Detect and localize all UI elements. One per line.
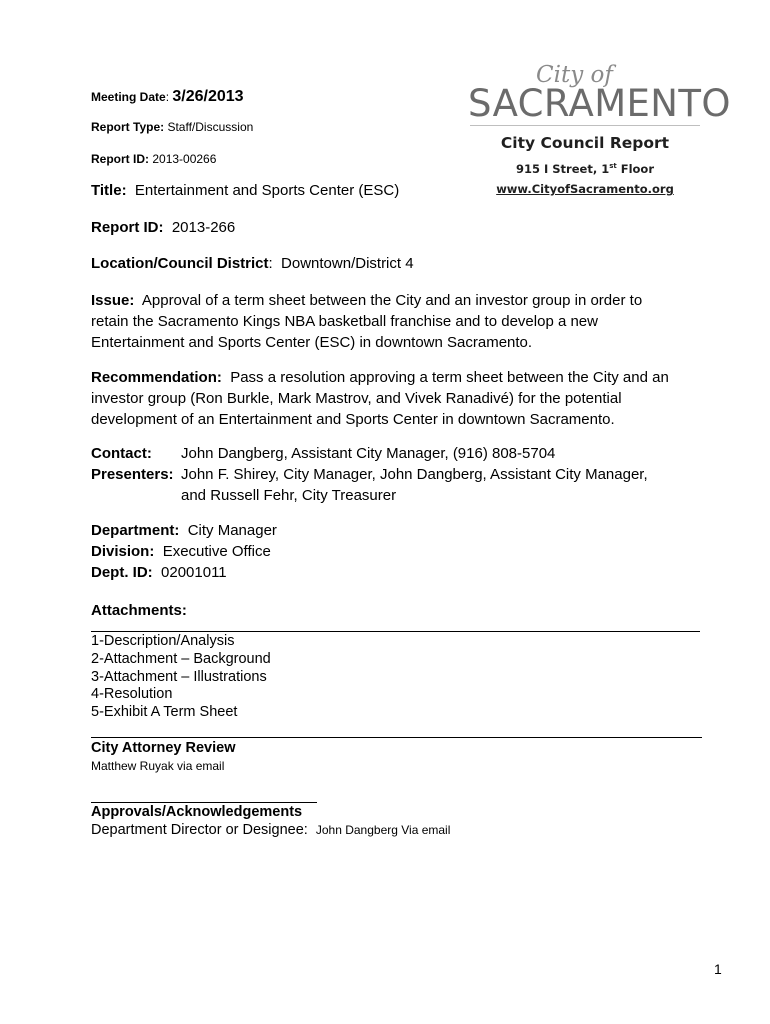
issue-label: Issue: [91, 292, 135, 309]
city-of-logo-text: City of [536, 62, 613, 88]
review-heading: City Attorney Review [91, 740, 236, 756]
page-number: 1 [714, 961, 722, 977]
report-heading: City Council Report [500, 134, 670, 152]
report-id-row [91, 152, 216, 166]
approvals-label: Department Director or Designee: [91, 822, 308, 838]
attachment-item[interactable]: 1-Description/Analysis [91, 633, 235, 649]
location-row: Location/Council District: Downtown/District 4 [91, 255, 414, 272]
attachment-item[interactable]: 4-Resolution [91, 686, 173, 702]
title-value: Entertainment and Sports Center (ESC) [134, 182, 400, 199]
approvals-value: John Dangberg Via email [315, 823, 451, 837]
title-row [91, 182, 399, 199]
approvals-rule [91, 802, 317, 803]
division-row: Division: Executive Office [91, 543, 271, 560]
recommendation-label: Recommendation: [91, 369, 222, 386]
address: 915 I Street, 1st Floor [515, 162, 654, 176]
department-row: Department: City Manager [91, 522, 277, 539]
title-label: Title: [91, 182, 127, 199]
presenters-line-2: and Russell Fehr, City Treasurer [181, 487, 397, 504]
report-id-detail: Report ID: 2013-266 [91, 219, 236, 236]
report-id-label: Report ID: [91, 152, 149, 166]
report-id-value: 2013-00266 [152, 152, 217, 166]
review-rule [91, 737, 702, 738]
meeting-date-row: Meeting Date: 3/26/2013 [91, 88, 244, 105]
meeting-date-label: Meeting Date [91, 90, 166, 104]
recommendation-paragraph: Recommendation: Pass a resolution approving a term sheet between the City and an investor group (Ron Burkle, Mark Mastrov, and Vivek Ranadivé) for the potential development of an Entertainment and Sports Center in downtown Sacramento. [91, 369, 669, 428]
approvals-heading: Approvals/Acknowledgements [91, 804, 303, 820]
presenters-label: Presenters: [91, 466, 174, 483]
attachments-heading: Attachments: [91, 602, 187, 619]
report-type-label: Report Type: [91, 120, 165, 134]
attachment-item[interactable]: 5-Exhibit A Term Sheet [91, 704, 238, 720]
review-value: Matthew Ruyak via email [91, 759, 225, 773]
approvals-row [91, 822, 450, 838]
contact-value: John Dangberg, Assistant City Manager, (916) 808-5704 [181, 445, 556, 462]
contact-label-bold: Contact: [91, 445, 152, 462]
sacramento-logo-text: SACRAMENTO [468, 82, 731, 125]
meeting-date-value: 3/26/2013 [172, 88, 244, 105]
report-type-value: Staff/Discussion [167, 120, 254, 134]
attachments-rule [91, 631, 700, 632]
attachment-item[interactable]: 2-Attachment – Background [91, 651, 271, 667]
website-link[interactable]: www.CityofSacramento.org [496, 182, 674, 196]
dept-id-row: Dept. ID: 02001011 [91, 564, 227, 581]
attachment-item[interactable]: 3-Attachment – Illustrations [91, 669, 267, 685]
logo-divider [470, 125, 700, 126]
presenters-line-1: John F. Shirey, City Manager, John Dangberg, Assistant City Manager, [181, 466, 648, 483]
report-type-row [91, 120, 253, 134]
issue-paragraph: Issue: Approval of a term sheet between the City and an investor group in order to retain the Sacramento Kings NBA basketball franchise and to develop a new Entertainment and Sports Center (ESC) in downtown Sacramento. [91, 292, 643, 351]
